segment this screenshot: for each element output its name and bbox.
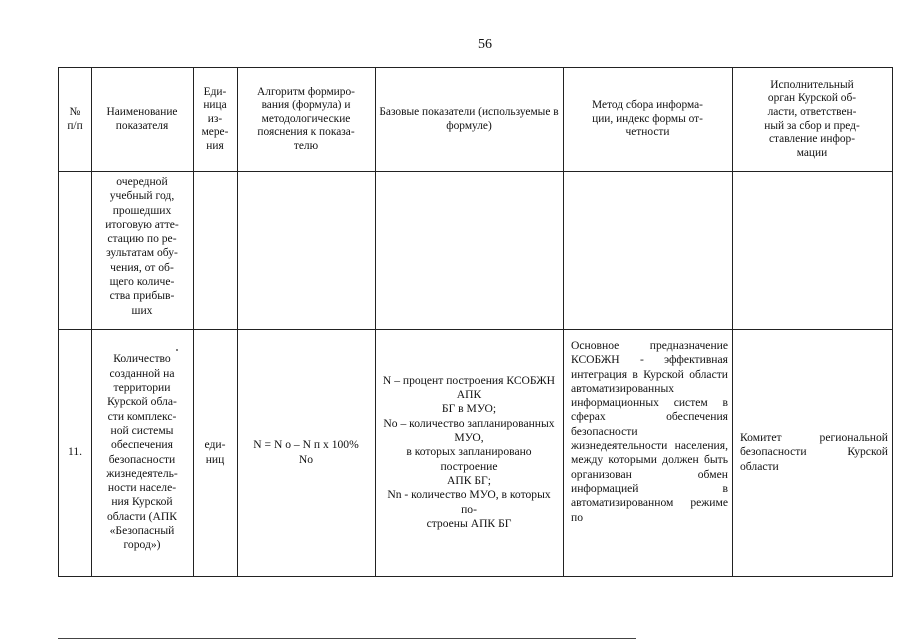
row11-base: N – процент построения КСОБЖН АПК БГ в МУО; No – количество запланированных МУО, в которых запланировано построение АПК БГ; Nn - количество МУО, в которых по- строены АПК БГ [375, 329, 564, 577]
row11-method: Основное предназначение КСОБЖН - эффективная интеграция в Курской области автоматизированных информационных систем в сферах обеспечения безопасности жизнедеятельности населения, между которыми должен быть организован обмен информацией в автоматизированном режиме по [563, 329, 733, 577]
indicator-table [58, 67, 893, 577]
bottom-rule [58, 638, 636, 639]
header-base: Базовые показатели (используемые в формуле) [375, 68, 564, 172]
cont-algorithm-cell [237, 171, 376, 330]
page-number: 56 [478, 37, 492, 52]
header-algorithm: Алгоритм формиро- вания (формула) и методологические пояснения к показа- телю [237, 68, 376, 172]
header-name: Наименование показателя [91, 68, 194, 172]
row11-name: Количество созданной на территории Курской обла- сти комплекс- ной системы обеспечения безопасности жизнедеятель- ности населе- ния Курской области (АПК «Безопасный город») [91, 329, 194, 577]
cont-name-cell: очередной учебный год, прошедших итоговую атте- стацию по ре- зультатам обу- чения, от об- щего количе- ства прибыв- ших [91, 171, 194, 330]
row11-algorithm: N = N о – N п x 100% No [237, 329, 376, 577]
row11-num: 11. [59, 329, 92, 577]
header-method: Метод сбора информа- ции, индекс формы от- четности [563, 68, 733, 172]
cont-method-cell [563, 171, 733, 330]
scan-speck [176, 349, 178, 351]
cont-base-cell [375, 171, 564, 330]
header-num: № п/п [59, 68, 92, 172]
header-org: Исполнительный орган Курской об- ласти, ответствен- ный за сбор и пред- ставление инфор- мации [732, 68, 893, 172]
cont-org-cell [732, 171, 893, 330]
cont-num-cell [59, 171, 92, 330]
header-unit: Еди- ница из- мере- ния [193, 68, 238, 172]
cont-unit-cell [193, 171, 238, 330]
row11-org: Комитет региональной безопасности Курской области [732, 329, 893, 577]
row11-unit: еди- ниц [193, 329, 238, 577]
